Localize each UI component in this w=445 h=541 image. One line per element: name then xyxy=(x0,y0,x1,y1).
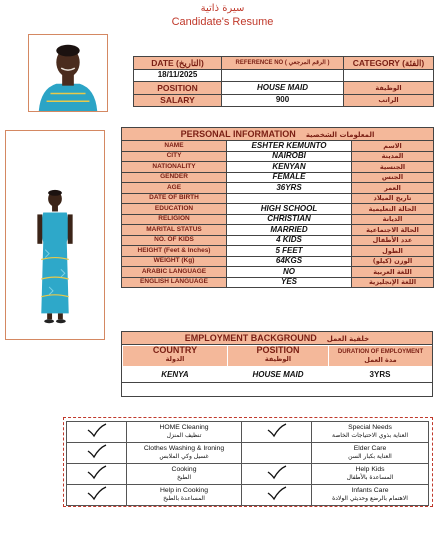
personal-field-value: 4 KIDS xyxy=(227,235,352,246)
personal-row xyxy=(122,214,434,225)
personal-row xyxy=(122,267,434,278)
personal-info-title-arabic: المعلومات الشخصية xyxy=(305,130,375,139)
checkmark-icon xyxy=(266,433,288,440)
skill-label xyxy=(127,422,242,443)
personal-row xyxy=(122,277,434,288)
category-value xyxy=(344,69,434,82)
personal-field-value: NO xyxy=(227,267,352,278)
skill-label-english: Special Needs xyxy=(348,424,392,432)
skill-checkbox xyxy=(67,485,127,506)
personal-field-value: 5 FEET xyxy=(227,246,352,257)
personal-field-label-arabic: الحالة التعليمية xyxy=(352,204,434,215)
skill-checkbox xyxy=(242,464,312,485)
skill-checkbox xyxy=(67,443,127,464)
skill-checkbox xyxy=(67,422,127,443)
skill-label-arabic: غسيل وكي الملابس xyxy=(159,453,209,461)
personal-info-title-english: PERSONAL INFORMATION xyxy=(180,128,296,139)
skill-row xyxy=(67,422,429,443)
personal-field-label-arabic: الديانة xyxy=(352,214,434,225)
salary-label: SALARY xyxy=(134,94,222,107)
checkmark-icon xyxy=(86,496,108,503)
personal-field-value: FEMALE xyxy=(227,172,352,183)
personal-field-label: AGE xyxy=(122,183,227,194)
summary-table xyxy=(133,56,434,107)
duration-label: DURATION OF EMPLOYMENT xyxy=(337,349,424,355)
personal-field-value: MARRIED xyxy=(227,225,352,236)
full-body-photo xyxy=(5,130,105,340)
skill-label-english: Clothes Washing & Ironing xyxy=(143,445,225,453)
checkmark-icon xyxy=(86,433,108,440)
title-english: Candidate's Resume xyxy=(171,16,274,28)
personal-field-label: DATE OF BIRTH xyxy=(122,193,227,204)
personal-field-label-arabic: الجنسية xyxy=(352,162,434,173)
country-label-arabic: الدولة xyxy=(165,355,185,363)
checkmark-icon xyxy=(266,496,288,503)
skill-label-arabic: المساعدة بالأطفال xyxy=(346,474,394,482)
checkmark-icon xyxy=(86,475,108,482)
employment-title-arabic: خلفية العمل xyxy=(326,335,370,343)
skill-checkbox xyxy=(242,443,312,464)
personal-row xyxy=(122,193,434,204)
personal-row xyxy=(122,172,434,183)
personal-field-label-arabic: الطول xyxy=(352,246,434,257)
skill-row xyxy=(67,443,429,464)
personal-field-label: CITY xyxy=(122,151,227,162)
skill-label xyxy=(312,443,429,464)
personal-row xyxy=(122,151,434,162)
personal-field-label: NO. OF KIDS xyxy=(122,235,227,246)
personal-field-label: NAME xyxy=(122,141,227,152)
personal-field-label: MARITAL STATUS xyxy=(122,225,227,236)
personal-field-label-arabic: تاريخ الميلاد xyxy=(352,193,434,204)
skill-label-arabic: الطبخ xyxy=(176,474,192,482)
salary-value: 900 xyxy=(222,94,344,107)
personal-field-label-arabic: الاسم xyxy=(352,141,434,152)
skill-label-arabic: العناية بذوي الاحتياجات الخاصة xyxy=(332,432,408,440)
skill-label-arabic: العناية بكبار السن xyxy=(348,453,392,461)
country-label: COUNTRY xyxy=(152,345,198,355)
skill-label-arabic: المساعدة بالطبخ xyxy=(163,495,205,503)
personal-field-value: HIGH SCHOOL xyxy=(227,204,352,215)
personal-field-label: ARABIC LANGUAGE xyxy=(122,267,227,278)
personal-field-label-arabic: اللغة الإنجليزية xyxy=(352,277,434,288)
employment-background xyxy=(121,331,433,397)
personal-field-value xyxy=(227,193,352,204)
personal-field-label: RELIGION xyxy=(122,214,227,225)
personal-field-label-arabic: الجنس xyxy=(352,172,434,183)
personal-row xyxy=(122,256,434,267)
skill-label xyxy=(127,443,242,464)
date-value: 18/11/2025 xyxy=(134,69,222,82)
personal-field-label-arabic: الحالة الاجتماعية xyxy=(352,225,434,236)
personal-field-label-arabic: عدد الأطفال xyxy=(352,235,434,246)
reference-label: REFERENCE NO ( الرقم المرجعي ) xyxy=(222,57,344,70)
personal-field-value: ESHTER KEMUNTO xyxy=(227,141,352,152)
checkmark-icon xyxy=(266,475,288,482)
employment-position-label-arabic: الوظيفة xyxy=(264,355,292,363)
skill-label-arabic: الاهتمام بالرضع وحديثي الولادة xyxy=(332,495,408,503)
skill-row xyxy=(67,485,429,506)
personal-row xyxy=(122,183,434,194)
position-label-arabic: الوظيفة xyxy=(344,82,434,95)
personal-row xyxy=(122,225,434,236)
category-label: CATEGORY (الفئة) xyxy=(344,57,434,70)
employment-duration: 3YRS xyxy=(369,370,391,379)
skill-label-english: Help in Cooking xyxy=(160,487,208,495)
personal-field-label-arabic: اللغة العربية xyxy=(352,267,434,278)
skill-label-english: Infants Care xyxy=(351,487,389,495)
skill-checkbox xyxy=(242,485,312,506)
title-arabic: سيرة ذاتية xyxy=(200,3,245,14)
employment-country: KENYA xyxy=(161,370,189,379)
reference-value xyxy=(222,69,344,82)
personal-field-value: KENYAN xyxy=(227,162,352,173)
personal-field-label-arabic: المدينة xyxy=(352,151,434,162)
skill-label-english: HOME Cleaning xyxy=(159,424,209,432)
portrait-photo xyxy=(28,34,108,112)
personal-info-table xyxy=(121,127,434,288)
personal-field-label-arabic: العمر xyxy=(352,183,434,194)
checkmark-icon xyxy=(86,454,108,461)
skill-row xyxy=(67,464,429,485)
position-header xyxy=(228,346,328,366)
skill-label-english: Elder Care xyxy=(353,445,387,453)
skill-label xyxy=(312,485,429,506)
date-label: DATE (التاريخ) xyxy=(134,57,222,70)
personal-field-label: GENDER xyxy=(122,172,227,183)
personal-field-label: NATIONALITY xyxy=(122,162,227,173)
skill-label xyxy=(312,422,429,443)
personal-field-label: EDUCATION xyxy=(122,204,227,215)
employment-position: HOUSE MAID xyxy=(252,370,304,379)
skill-label xyxy=(312,464,429,485)
skill-label xyxy=(127,485,242,506)
skill-label xyxy=(127,464,242,485)
personal-field-value: YES xyxy=(227,277,352,288)
skill-checkbox xyxy=(67,464,127,485)
personal-row xyxy=(122,141,434,152)
skill-label-arabic: تنظيف المنزل xyxy=(166,432,202,440)
personal-field-value: CHRISTIAN xyxy=(227,214,352,225)
personal-field-value: NAIROBI xyxy=(227,151,352,162)
personal-field-label: HEIGHT (Feet & Inches) xyxy=(122,246,227,257)
personal-row xyxy=(122,246,434,257)
personal-field-label: ENGLISH LANGUAGE xyxy=(122,277,227,288)
personal-row xyxy=(122,204,434,215)
employment-position-label: POSITION xyxy=(256,345,300,355)
employment-header xyxy=(122,332,432,345)
skills-table xyxy=(66,421,429,506)
personal-row xyxy=(122,235,434,246)
skill-label-english: Help Kids xyxy=(355,466,385,474)
position-value: HOUSE MAID xyxy=(222,82,344,95)
duration-header xyxy=(329,346,432,366)
personal-field-label-arabic: الوزن (كيلو) xyxy=(352,256,434,267)
country-header xyxy=(123,346,227,366)
employment-divider xyxy=(122,382,432,383)
personal-field-value: 64KGS xyxy=(227,256,352,267)
personal-field-label: WEIGHT (Kg) xyxy=(122,256,227,267)
personal-info-header xyxy=(122,128,434,141)
skill-label-english: Cooking xyxy=(171,466,197,474)
salary-label-arabic: الراتب xyxy=(344,94,434,107)
duration-label-arabic: مدة العمل xyxy=(364,356,397,364)
employment-title-english: EMPLOYMENT BACKGROUND xyxy=(184,333,317,343)
personal-row xyxy=(122,162,434,173)
position-label: POSITION xyxy=(134,82,222,95)
personal-field-value: 36YRS xyxy=(227,183,352,194)
skill-checkbox xyxy=(242,422,312,443)
